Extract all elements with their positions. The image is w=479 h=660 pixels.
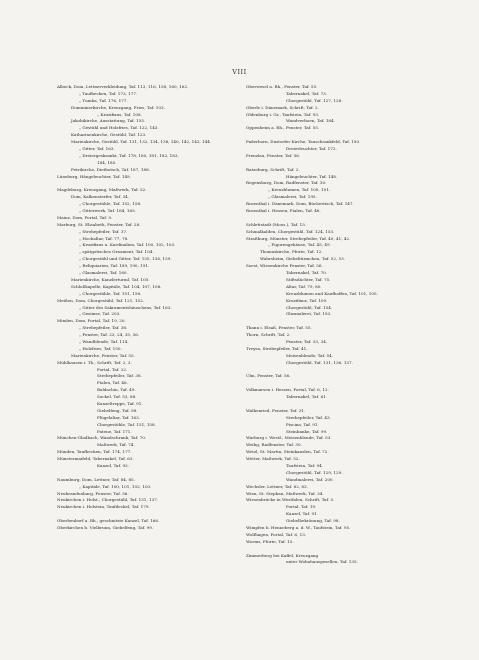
index-entry: Neubrandenburg, Fenster, Taf. 56. — [57, 490, 129, 496]
index-column-left — [57, 84, 242, 532]
index-gap — [246, 318, 431, 325]
index-entry: Ulm, Fenster, Taf. 56. — [246, 373, 291, 379]
index-entry: Tabernakel, Taf. 61. — [286, 394, 328, 400]
index-entry: Portal, Taf. 22. — [97, 366, 128, 372]
index-gap — [246, 215, 431, 222]
index-entry: Oldenburg i. Gr., Taufstein, Taf. 93. — [246, 111, 320, 117]
index-gap — [246, 380, 431, 387]
index-gap — [246, 546, 431, 553]
index-entry: Oberbeuborf a. Rh., geschnitzte Kanzel, Taf. 166. — [57, 518, 160, 524]
index-entry: Domininerkirche, Kreuzgang, Fries, Taf. 103. — [71, 104, 165, 110]
index-entry: Kreuzblumen und Kaufhoffen, Taf. 101, 105. — [286, 290, 378, 296]
index-entry: Meisenblende, Taf. 54. — [286, 352, 334, 358]
index-entry: Prenzlau, Fenster, Taf. 56. — [246, 152, 301, 158]
index-entry: Fialen, Taf. 46. — [97, 380, 128, 386]
index-entry: Taufstein, Taf. 94. — [286, 462, 324, 468]
index-entry: Steinbanke, Taf. 99. — [286, 428, 328, 434]
index-entry: Mainz, Dom, Portal, Taf. 9. — [57, 214, 113, 220]
index-entry: „ Kruzifixus, Taf. 108. — [97, 111, 142, 117]
index-gap — [57, 511, 242, 518]
index-entry: „ Gestühl und Holzfries, Taf. 122, 143. — [79, 125, 159, 131]
index-entry: Marburg, St. Elisabeth, Fenster, Taf. 28. — [57, 221, 141, 227]
index-entry: Thorn, Schrift, Taf. 2. — [246, 332, 291, 338]
index-entry: Wechsler, Lettner, Taf. 82, 83. — [246, 483, 308, 489]
index-entry: „ Wandblende, Taf. 114. — [79, 338, 129, 344]
index-entry: Baldachin, Taf. 49. — [97, 387, 136, 393]
index-gap — [246, 160, 431, 167]
index-entry: Soest, Wiesenkirche Fenster, Taf. 56. — [246, 263, 323, 269]
index-entry: Patene, Taf. 171. — [97, 428, 132, 434]
index-entry: Oberwesel a. Rh., Fenster, Taf. 55. — [246, 84, 318, 89]
index-entry: Oberkirchen b. Vielbrunn, Giebelfeng, Taf. 99. — [57, 525, 154, 530]
index-entry: „ Chorgestühle, Taf. 152, 158. — [79, 201, 142, 207]
index-entry: „ Fenster, Taf. 23, 24, 35, 36. — [79, 332, 140, 338]
index-entry: Chorgestühl, Taf. 129, 129. — [286, 469, 343, 475]
index-entry: Wiesenbrücke in Westfalen, Schrift, Taf. 5. — [246, 497, 335, 503]
index-gap — [57, 470, 242, 477]
index-entry: „ Tumba, Taf. 176, 177. — [79, 97, 128, 103]
index-entry: „ Taufbecken, Taf. 173, 177. — [79, 90, 138, 96]
index-entry: „ Gitterwerk, Taf. 164, 165. — [79, 208, 136, 214]
index-entry: Wahrsheim, Giebeltürmchen, Taf. 52, 53. — [260, 256, 346, 262]
index-entry: Paderborn, Dustorfer Kirche, Tauschrankfeld, Taf. 150. — [246, 139, 361, 145]
index-entry: Rosenthal i. Hessen, Fialen, Taf. 46. — [246, 208, 321, 214]
index-entry: Maßwerk, Taf. 74. — [97, 442, 135, 448]
index-entry: „ Figurengehäuse, Taf. 45, 49. — [268, 242, 331, 248]
index-entry: Tabernakel, Taf. 73. — [286, 90, 328, 96]
index-entry: Chorgestühl, Taf. 154. — [286, 304, 333, 310]
index-entry: Marienkirche, Fenster, Taf. 55. — [71, 352, 135, 358]
index-entry: Fenster, Taf. 33, 34. — [286, 338, 328, 344]
index-entry: unter Wohnhausgesellen, Taf. 135. — [286, 559, 358, 565]
index-entry: Thann i. Elsaß, Fenster, Taf. 55. — [246, 325, 312, 331]
index-entry: „ Holzfries, Taf. 150. — [79, 345, 122, 351]
index-entry: Volkmarsen i. Hessen, Portal, Taf. 6, 12. — [246, 387, 329, 393]
index-entry: Münstermaifeld, Tabernakel, Taf. 63. — [57, 456, 134, 462]
index-entry: Chorgestühl, Taf. 131, 136, 137. — [286, 359, 353, 365]
index-entry: Hängeleuchter, Taf. 148. — [286, 173, 338, 179]
index-entry: Neukirchen i. Holst., Chorgestühl, Taf. 131, 137. — [57, 497, 159, 503]
index-entry: „ Gitter, Taf. 163. — [79, 146, 115, 152]
index-entry: „ Kapitäle, Taf. 100, 101, 102, 103. — [79, 483, 152, 489]
index-entry: Marienkirche, Gestühl, Taf. 131, 132, 134, 138, 140, 142, 143, 144. — [71, 139, 212, 145]
index-entry: Straßburg, Münster, Strebepfeiler, Taf. 40, 41, 42. — [246, 235, 351, 241]
page-number: VIII — [232, 68, 247, 76]
index-entry: Wandverboen, Taf. 184. — [286, 118, 335, 124]
index-entry: Naumburg, Dom, Lettner, Taf. 84, 85. — [57, 476, 135, 482]
index-entry: Münden, Taufbecken, Taf. 174, 177. — [57, 449, 132, 455]
index-entry: Schloßkapelle, Kapitäle, Taf. 104, 107, 108. — [71, 283, 162, 289]
index-entry: Wimpfen b. Henneberg a. d. W., Taufstein, Taf. 95. — [246, 525, 351, 530]
index-entry: Giebelbekrönung, Taf. 98. — [286, 518, 340, 524]
index-entry: Chorgestühle, Taf. 151, 158. — [97, 421, 156, 427]
index-entry: Kanzeltreppe, Taf. 91. — [97, 400, 143, 406]
index-entry: Strebepfeiler, Taf. 43. — [286, 414, 331, 420]
index-entry: Schmalkalden, Chorgestühl, Taf. 124, 153. — [246, 228, 335, 234]
index-entry: Worms, Pforte, Taf. 15. — [246, 538, 294, 544]
index-entry: „ Glasmalerei, Taf. 195. — [268, 194, 317, 200]
index-entry: Dom, Kalkensterfer, Taf. 34. — [71, 194, 130, 200]
index-entry: Katharinenkirche, Gestühl, Taf. 123. — [71, 132, 147, 138]
index-entry: „ Chorgestühle, Taf. 151, 158. — [79, 290, 142, 296]
index-entry: Minden, Dom, Portal, Taf. 19, 20. — [57, 318, 126, 324]
index-entry: Wolfhagen, Portal, Taf. 6, 13. — [246, 531, 307, 537]
index-entry: Kruzifixus, Taf. 109. — [286, 297, 328, 303]
index-entry: „ Gesimse, Taf. 203. — [79, 311, 121, 317]
index-entry: Tabernakel, Taf. 70. — [286, 270, 328, 276]
index-entry: Glasmalerei, Taf. 193. — [286, 311, 332, 317]
index-entry: Wien, St. Stephan, Maßwerk, Taf. 34. — [246, 490, 324, 496]
index-entry: Thomaskirche, Pforte, Taf. 12. — [260, 249, 323, 255]
index-entry: Lüneburg, Hängeleuchter, Taf. 149. — [57, 173, 131, 179]
index-entry: Altar, Taf. 79, 80. — [286, 283, 322, 289]
index-column-right — [246, 84, 431, 566]
index-entry: Portal, Taf. 19. — [286, 504, 317, 510]
index-entry: Albeck, Dom, Lettnerverkleidung, Taf. 113, 116, 158, 160, 162. — [57, 84, 189, 89]
index-entry: Stiftsdächter, Taf. 75. — [286, 276, 331, 282]
index-entry: Rosenthal i. Dänemark, Dom, Büchertisch, Taf. 147. — [246, 201, 354, 207]
index-entry: 184, 185. — [97, 159, 117, 165]
index-entry: „ Kruzifixus u. Kardinalien, Taf. 100, 102, 103. — [79, 242, 176, 248]
index-entry: Warburg i. Westf., Meisenblende, Taf. 53. — [246, 435, 332, 441]
index-entry: Strebepfeiler, Taf. 38. — [97, 373, 142, 379]
index-entry: Oberle i. Dänemark, Schrift, Taf. 2. — [246, 104, 319, 110]
index-entry: Petrikirche, Dietbotsch, Taf. 187, 188. — [71, 166, 150, 172]
index-entry: Schlettstadt (Moos.), Taf. 15. — [246, 221, 307, 227]
index-entry: „ Gitter des Sakramentshäuschens, Taf. 163. — [79, 304, 172, 310]
index-entry: „ Strebepfeiler, Taf. 38. — [79, 325, 128, 331]
index-entry: Chorgestühl, Taf. 127, 128. — [286, 97, 343, 103]
index-gap — [246, 401, 431, 408]
index-entry: Meißen, Dom, Chorgestühl, Taf. 121, 152. — [57, 297, 145, 303]
index-entry: Sockel, Taf. 53, 88. — [97, 394, 137, 400]
index-entry: Neukirchen i. Holstein, Taufdeckel, Taf. 179. — [57, 504, 150, 510]
index-entry: Kanzel, Taf. 93. — [97, 462, 129, 468]
index-entry: „ Kreuzblumen, Taf. 100, 101. — [268, 187, 331, 193]
index-entry: Zimmerberg bei Kaffel, Kreuzgang — [246, 552, 319, 558]
index-entry: „ Hochaltar, Taf. 77, 78. — [79, 235, 129, 241]
index-entry: Treysa, Strebepfeiler, Taf. 41. — [246, 345, 308, 351]
index-entry: Wetter, Maßwerk, Taf. 52. — [246, 456, 300, 462]
index-gap — [246, 132, 431, 139]
index-entry: Magdeburg, Kreuzgang, Maßwerk, Taf. 52. — [57, 187, 147, 193]
index-entry: Ratzeburg, Schrift, Taf. 2. — [246, 166, 300, 172]
index-entry: Flügelaltar, Taf. 163. — [97, 414, 141, 420]
index-entry: Oppenheim a. Rh., Fenster, Taf. 55. — [246, 125, 320, 131]
index-entry: Kanzel, Taf. 91. — [286, 511, 318, 517]
index-gap — [57, 180, 242, 187]
index-entry: Mühlhausen i. Th., Schrift, Taf. 2, 3. — [57, 359, 132, 365]
index-entry: Regensburg, Dom, Radfenster, Taf. 30. — [246, 180, 327, 186]
index-entry: „ Chorgestühl und Gitter, Taf. 135, 136, 159. — [79, 256, 172, 262]
index-entry: „ Strebepfeiler, Taf. 37. — [79, 228, 128, 234]
index-entry: Piscina, Taf. 91. — [286, 421, 319, 427]
index-gap — [246, 367, 431, 374]
index-entry: Dreierleuchter, Taf. 172. — [286, 146, 337, 152]
index-entry: „ spätgotisches Ornament, Taf. 104. — [79, 249, 154, 255]
index-entry: München-Gladbach, Wandschrank, Taf. 70. — [57, 435, 147, 441]
index-entry: Wetzl, St. Martin, Steinkanzlen, Taf. 72. — [246, 449, 329, 455]
index-entry: „ Reliquiarien, Taf. 189, 190, 191. — [79, 263, 150, 269]
index-entry: „ Dreiergeskrankt, Taf. 178, 180, 181, 182, 183, — [79, 152, 179, 158]
index-entry: Jakobikirche, Ausstattung, Taf. 155. — [71, 118, 146, 124]
index-entry: Walkenried, Fenster, Taf. 31. — [246, 407, 306, 413]
index-entry: „ Glasmalerei, Taf. 160. — [79, 270, 128, 276]
index-entry: Giebelfeng, Taf. 98. — [97, 407, 138, 413]
index-entry: Wandmalerei, Taf. 200. — [286, 476, 334, 482]
index-entry: Weibg, Radfenster, Taf. 30. — [246, 442, 302, 448]
index-entry: Marienkirche, Kanzlerturml, Taf. 105. — [71, 276, 150, 282]
